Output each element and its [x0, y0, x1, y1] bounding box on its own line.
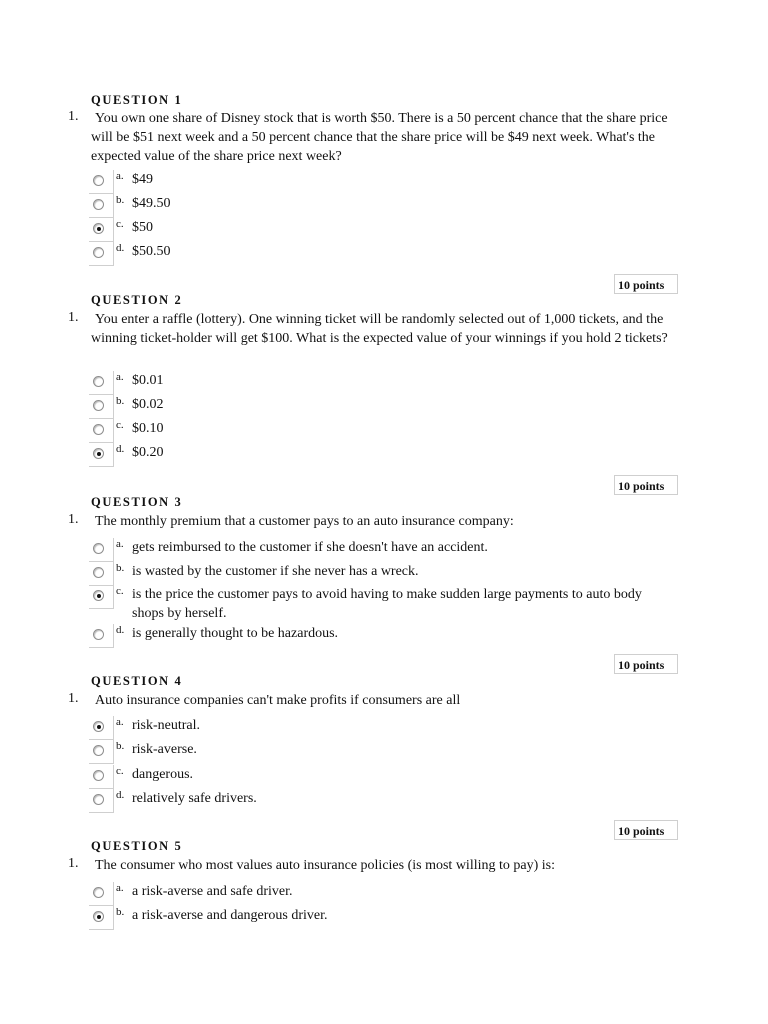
question-1-option-b[interactable] — [89, 194, 679, 218]
question-5-option-b[interactable] — [89, 906, 679, 930]
option-text: gets reimbursed to the customer if she doesn't have an accident. — [132, 540, 488, 555]
question-1-heading: QUESTION 1 — [91, 93, 183, 107]
question-2-option-a[interactable] — [89, 371, 679, 395]
radio-button-selected[interactable] — [93, 911, 104, 922]
points-badge: 10 points — [614, 654, 678, 674]
radio-cell — [89, 538, 114, 562]
radio-cell — [89, 624, 114, 648]
radio-button[interactable] — [93, 770, 104, 781]
question-2-heading: QUESTION 2 — [91, 293, 183, 307]
option-letter: b. — [116, 906, 125, 918]
option-letter: b. — [116, 395, 125, 407]
radio-cell — [89, 716, 114, 740]
question-4-option-b[interactable] — [89, 740, 679, 764]
option-text: is the price the customer pays to avoid having to make sudden large payments to auto body shops by herself. — [132, 587, 642, 621]
option-letter: a. — [116, 882, 124, 894]
points-badge: 10 points — [614, 475, 678, 495]
option-letter: c. — [116, 419, 124, 431]
radio-cell — [89, 218, 114, 242]
option-letter: d. — [116, 443, 125, 455]
question-4-option-a[interactable] — [89, 716, 679, 740]
radio-cell — [89, 371, 114, 395]
question-4-option-c[interactable] — [89, 765, 679, 789]
option-text: $0.10 — [132, 421, 164, 436]
question-3-text: The monthly premium that a customer pays to an auto insurance company: — [95, 514, 514, 529]
question-5-text: The consumer who most values auto insurance policies (is most willing to pay) is: — [95, 858, 555, 873]
question-5-heading: QUESTION 5 — [91, 839, 183, 853]
option-text: relatively safe drivers. — [132, 791, 257, 806]
option-text: dangerous. — [132, 767, 194, 782]
radio-cell — [89, 740, 114, 764]
radio-button[interactable] — [93, 400, 104, 411]
question-1-number: 1. — [68, 109, 79, 124]
option-letter: a. — [116, 538, 124, 550]
radio-cell — [89, 395, 114, 419]
radio-cell — [89, 585, 114, 609]
radio-button[interactable] — [93, 567, 104, 578]
option-text: $0.20 — [132, 445, 164, 460]
radio-cell — [89, 419, 114, 443]
question-2-text: You enter a raffle (lottery). One winning ticket will be randomly selected out of 1,000 tickets, and the winning ticket-holder will get $100. What is the expected value of your winnings if you hold 2 tickets? — [91, 312, 668, 346]
option-text: $0.02 — [132, 397, 164, 412]
radio-cell — [89, 906, 114, 930]
option-letter: a. — [116, 371, 124, 383]
radio-button[interactable] — [93, 887, 104, 898]
radio-button[interactable] — [93, 794, 104, 805]
option-letter: c. — [116, 765, 124, 777]
radio-cell — [89, 562, 114, 586]
option-letter: d. — [116, 789, 125, 801]
option-text: risk-averse. — [132, 742, 197, 757]
option-letter: b. — [116, 562, 125, 574]
radio-dot-icon — [97, 725, 101, 729]
radio-cell — [89, 443, 114, 467]
question-5-option-a[interactable] — [89, 882, 679, 906]
radio-button[interactable] — [93, 247, 104, 258]
option-letter: b. — [116, 194, 125, 206]
option-letter: d. — [116, 624, 125, 636]
option-text: risk-neutral. — [132, 718, 201, 733]
radio-dot-icon — [97, 594, 101, 598]
radio-cell — [89, 242, 114, 266]
question-3-option-b[interactable] — [89, 562, 679, 586]
radio-button-selected[interactable] — [93, 223, 104, 234]
option-text: $49.50 — [132, 196, 171, 211]
option-text: is generally thought to be hazardous. — [132, 626, 339, 641]
radio-cell — [89, 194, 114, 218]
question-4-number: 1. — [68, 691, 79, 706]
question-1-option-d[interactable] — [89, 242, 679, 266]
option-letter: d. — [116, 242, 125, 254]
question-2-option-b[interactable] — [89, 395, 679, 419]
question-2-option-d[interactable] — [89, 443, 679, 467]
question-1-option-c[interactable] — [89, 218, 679, 242]
points-badge: 10 points — [614, 820, 678, 840]
points-badge: 10 points — [614, 274, 678, 294]
option-text: $49 — [132, 172, 153, 187]
radio-button[interactable] — [93, 376, 104, 387]
question-3-number: 1. — [68, 512, 79, 527]
radio-button-selected[interactable] — [93, 448, 104, 459]
question-1-option-a[interactable] — [89, 170, 679, 194]
radio-button[interactable] — [93, 543, 104, 554]
option-letter: c. — [116, 585, 124, 597]
radio-cell — [89, 882, 114, 906]
radio-cell — [89, 765, 114, 789]
question-3-heading: QUESTION 3 — [91, 495, 183, 509]
question-3-option-d[interactable] — [89, 624, 679, 648]
radio-dot-icon — [97, 227, 101, 231]
option-letter: a. — [116, 170, 124, 182]
radio-button[interactable] — [93, 745, 104, 756]
question-4-heading: QUESTION 4 — [91, 674, 183, 688]
option-text: is wasted by the customer if she never has a wreck. — [132, 564, 419, 579]
question-3-option-a[interactable] — [89, 538, 679, 562]
question-5-number: 1. — [68, 856, 79, 871]
option-text: $50.50 — [132, 244, 171, 259]
radio-cell — [89, 789, 114, 813]
option-text: $0.01 — [132, 373, 164, 388]
radio-button[interactable] — [93, 629, 104, 640]
radio-button[interactable] — [93, 175, 104, 186]
question-3-option-c[interactable] — [89, 585, 679, 625]
radio-dot-icon — [97, 915, 101, 919]
radio-button-selected[interactable] — [93, 721, 104, 732]
option-letter: b. — [116, 740, 125, 752]
radio-button[interactable] — [93, 199, 104, 210]
radio-button-selected[interactable] — [93, 590, 104, 601]
question-2-option-c[interactable] — [89, 419, 679, 443]
option-letter: a. — [116, 716, 124, 728]
question-1-text: You own one share of Disney stock that is worth $50. There is a 50 percent chance that the share price will be $51 next week and a 50 percent chance that the share price will be $49 next week. What's the expected value of the share price next week? — [91, 111, 668, 164]
option-letter: c. — [116, 218, 124, 230]
option-text: $50 — [132, 220, 153, 235]
option-text: a risk-averse and dangerous driver. — [132, 908, 328, 923]
radio-dot-icon — [97, 452, 101, 456]
question-4-option-d[interactable] — [89, 789, 679, 813]
radio-cell — [89, 170, 114, 194]
radio-button[interactable] — [93, 424, 104, 435]
option-text: a risk-averse and safe driver. — [132, 884, 293, 899]
question-4-text: Auto insurance companies can't make profits if consumers are all — [95, 693, 461, 708]
question-2-number: 1. — [68, 310, 79, 325]
